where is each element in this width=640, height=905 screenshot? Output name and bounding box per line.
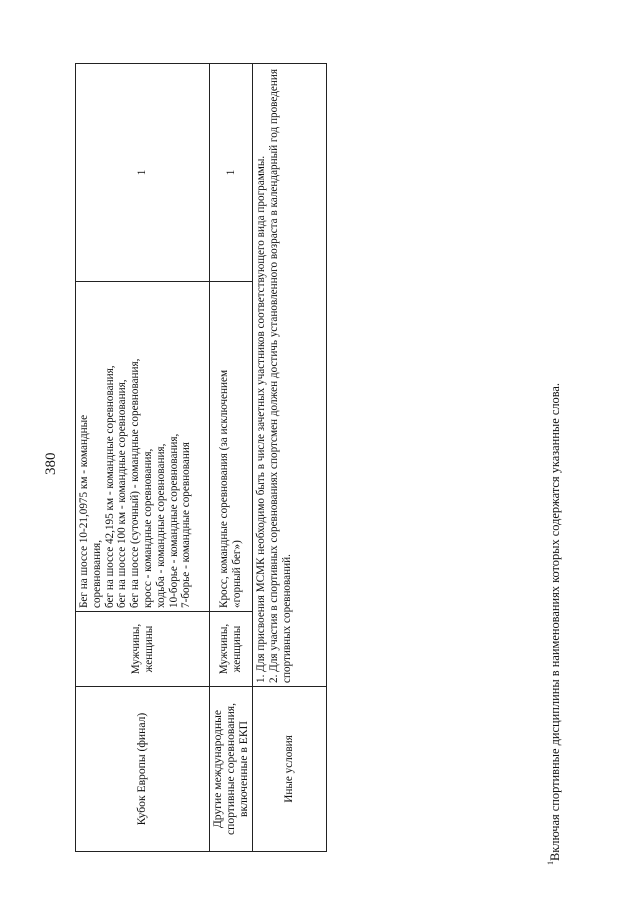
discipline-line: бег на шоссе 100 км - командные соревнования, bbox=[116, 379, 129, 608]
conditions-text bbox=[253, 64, 327, 687]
footnote bbox=[548, 383, 563, 865]
disciplines-cell bbox=[76, 282, 210, 612]
gender-cell: Мужчины, женщины bbox=[210, 612, 253, 687]
conditions-label: Иные условия bbox=[253, 687, 327, 852]
discipline-line: ходьба - командные соревнования, bbox=[154, 443, 167, 608]
discipline-line: Бег на шоссе 10-21,0975 км - командные bbox=[78, 414, 90, 608]
value-cell: 1 bbox=[76, 64, 210, 282]
event-cell: Другие международные спортивные соревнования, включенные в ЕКП bbox=[210, 687, 253, 852]
discipline-line: бег на шоссе 42,195 км - командные соревнования, bbox=[103, 365, 116, 608]
value-cell: 1 bbox=[210, 64, 253, 282]
discipline-line: 7-борье - командные соревнования bbox=[180, 442, 193, 608]
gender-cell: Мужчины, женщины bbox=[76, 612, 210, 687]
page-number: 380 bbox=[43, 452, 59, 475]
table-row bbox=[210, 64, 253, 852]
discipline-line: бег на шоссе (суточный) - командные соревнования, bbox=[129, 358, 142, 608]
disciplines-cell bbox=[210, 282, 253, 612]
table-row bbox=[253, 64, 327, 852]
discipline-line: кросс - командные соревнования, bbox=[141, 448, 154, 608]
discipline-line: «горный бег») bbox=[231, 540, 244, 608]
discipline-line: соревнования, bbox=[90, 540, 103, 608]
footnote-marker: 1 bbox=[546, 861, 555, 865]
event-cell: Кубок Европы (финал) bbox=[76, 687, 210, 852]
norms-table bbox=[75, 63, 327, 852]
condition-item: 1. Для присвоения МСМК необходимо быть в числе зачетных участников соответствующего вида программы. bbox=[255, 155, 268, 683]
discipline-line: 10-борье - командные соревнования, bbox=[167, 433, 180, 608]
footnote-text: Включая спортивные дисциплины в наименованиях которых содержатся указанные слова. bbox=[548, 383, 562, 861]
discipline-line: Кросс, командные соревнования (за исключением bbox=[218, 369, 231, 608]
table-row bbox=[76, 64, 210, 852]
condition-item: 2. Для участия в спортивных соревнованиях спортсмен должен достичь установленного возраста в календарный год проведения спортивных соревнований. bbox=[268, 69, 293, 683]
